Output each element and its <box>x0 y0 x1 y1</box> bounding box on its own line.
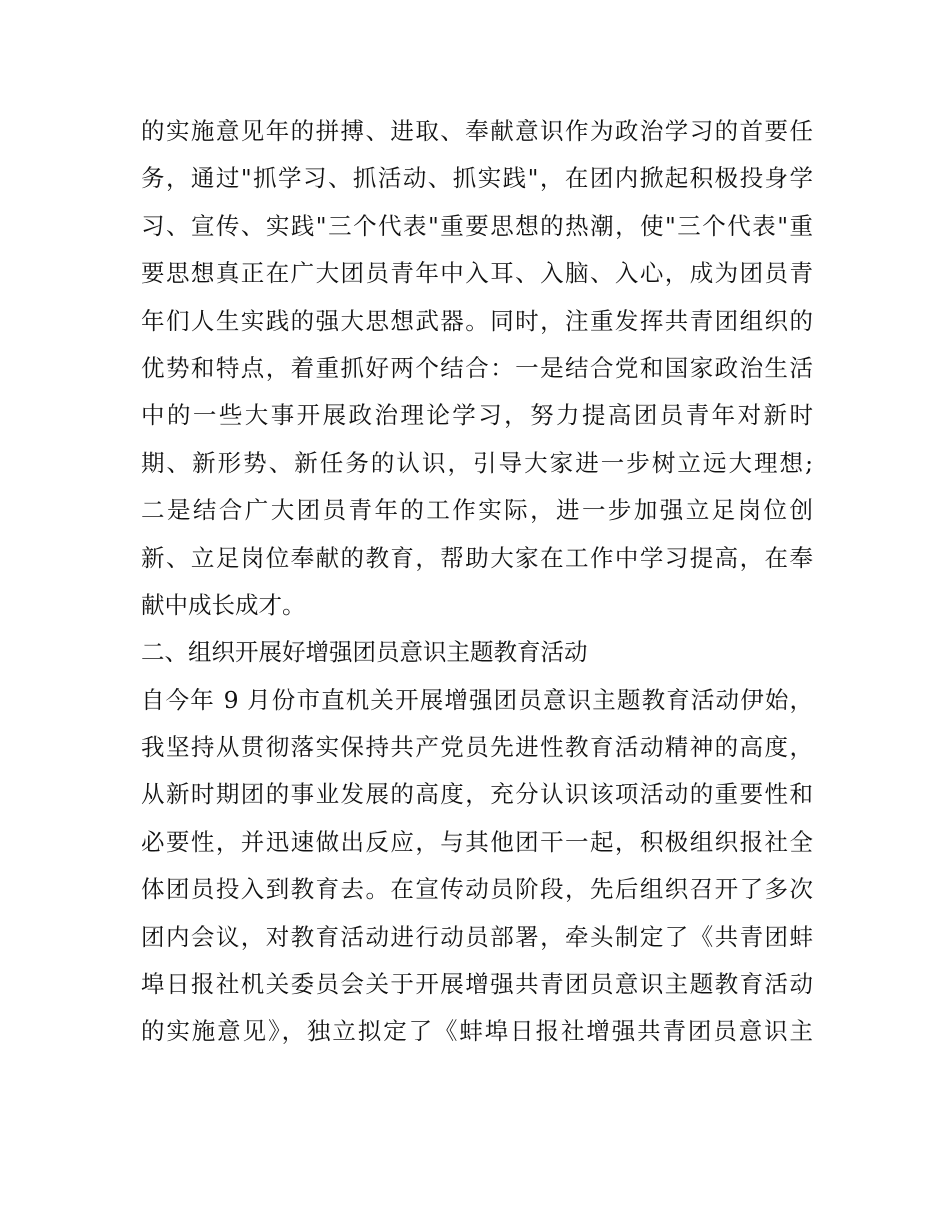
text-line: 的实施意见》，独立拟定了《蚌埠日报社增强共青团员意识主 <box>141 1017 813 1046</box>
text-line: 我坚持从贯彻落实保持共产党员先进性教育活动精神的高度， <box>141 733 813 762</box>
text-line: 要思想真正在广大团员青年中入耳、入脑、入心，成为团员青 <box>141 259 813 288</box>
text-line: 中的一些大事开展政治理论学习，努力提高团员青年对新时 <box>141 401 813 430</box>
text-line: 习、宣传、实践"三个代表"重要思想的热潮，使"三个代表"重 <box>141 211 813 240</box>
text-line: 体团员投入到教育去。在宣传动员阶段，先后组织召开了多次 <box>141 875 813 904</box>
text-line: 年们人生实践的强大思想武器。同时，注重发挥共青团组织的 <box>141 306 813 335</box>
text-line: 埠日报社机关委员会关于开展增强共青团员意识主题教育活动 <box>141 970 813 999</box>
text-line: 务，通过"抓学习、抓活动、抓实践"，在团内掀起积极投身学 <box>141 164 813 193</box>
text-line: 自今年 9 月份市直机关开展增强团员意识主题教育活动伊始， <box>141 685 813 714</box>
text-line: 的实施意见年的拼搏、进取、奉献意识作为政治学习的首要任 <box>141 117 813 145</box>
text-line: 优势和特点，着重抓好两个结合：一是结合党和国家政治生活 <box>141 353 813 382</box>
document-body <box>141 108 813 1056</box>
text-line: 新、立足岗位奉献的教育，帮助大家在工作中学习提高，在奉 <box>141 543 813 572</box>
text-line: 从新时期团的事业发展的高度，充分认识该项活动的重要性和 <box>141 780 813 809</box>
paragraph-end-line: 献中成长成才。 <box>141 590 306 619</box>
section-heading: 二、组织开展好增强团员意识主题教育活动 <box>141 638 588 667</box>
text-line: 二是结合广大团员青年的工作实际，进一步加强立足岗位创 <box>141 496 813 525</box>
text-line: 必要性，并迅速做出反应，与其他团干一起，积极组织报社全 <box>141 827 813 856</box>
text-line: 团内会议，对教育活动进行动员部署，牵头制定了《共青团蚌 <box>141 922 813 951</box>
text-line: 期、新形势、新任务的认识，引导大家进一步树立远大理想; <box>141 448 813 477</box>
